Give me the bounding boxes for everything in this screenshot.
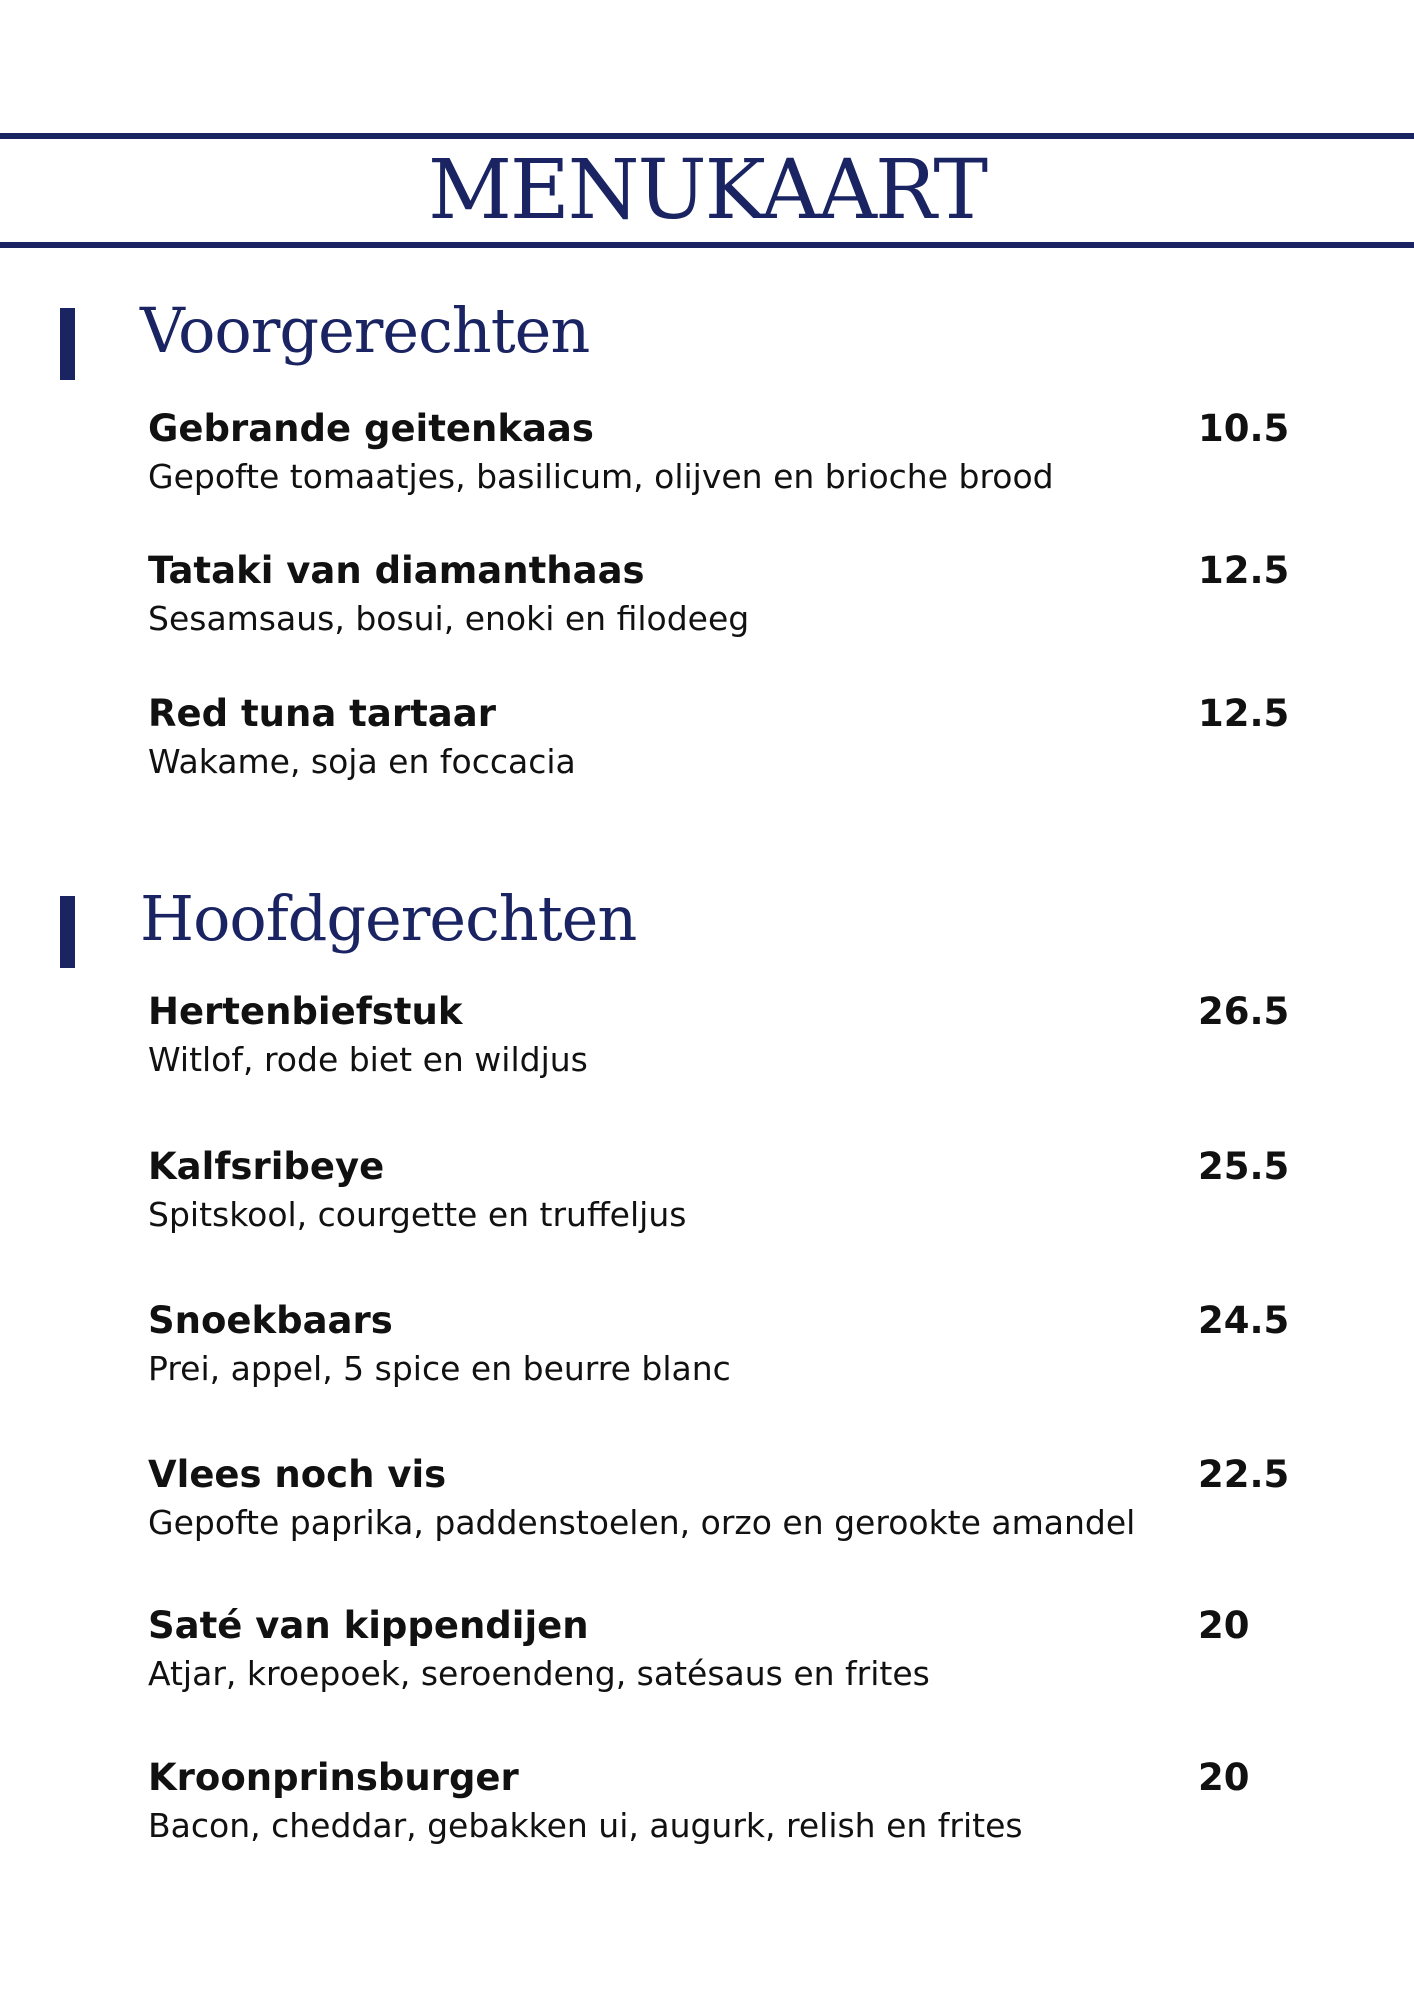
menu-item-price: 10.5 bbox=[1198, 407, 1290, 450]
section-heading-hoofdgerechten: Hoofdgerechten bbox=[140, 882, 637, 955]
section-heading-voorgerechten: Voorgerechten bbox=[140, 294, 590, 367]
section-marker-hoofdgerechten bbox=[60, 896, 75, 968]
menu-item-price: 25.5 bbox=[1198, 1145, 1290, 1188]
menu-item-name: Tataki van diamanthaas bbox=[148, 549, 645, 592]
menu-item-description: Gepofte tomaatjes, basilicum, olijven en brioche brood bbox=[148, 457, 1054, 496]
menu-item-price: 20 bbox=[1198, 1604, 1250, 1647]
menu-item-name: Red tuna tartaar bbox=[148, 692, 496, 735]
menu-item-price: 22.5 bbox=[1198, 1453, 1290, 1496]
menu-title: MENUKAART bbox=[427, 143, 987, 238]
menu-item-name: Saté van kippendijen bbox=[148, 1604, 589, 1647]
menu-item-description: Gepofte paprika, paddenstoelen, orzo en gerookte amandel bbox=[148, 1503, 1136, 1542]
menu-item-description: Wakame, soja en foccacia bbox=[148, 742, 576, 781]
section-marker-voorgerechten bbox=[60, 308, 75, 380]
menu-item-price: 24.5 bbox=[1198, 1299, 1290, 1342]
menu-item-description: Witlof, rode biet en wildjus bbox=[148, 1040, 588, 1079]
menu-item-name: Snoekbaars bbox=[148, 1299, 393, 1342]
menu-item-name: Gebrande geitenkaas bbox=[148, 407, 594, 450]
menu-item-description: Spitskool, courgette en truffeljus bbox=[148, 1195, 687, 1234]
menu-item-name: Kalfsribeye bbox=[148, 1145, 385, 1188]
menu-item-name: Kroonprinsburger bbox=[148, 1756, 519, 1799]
menu-item-price: 26.5 bbox=[1198, 990, 1290, 1033]
menu-item-description: Atjar, kroepoek, seroendeng, satésaus en frites bbox=[148, 1654, 930, 1693]
menu-item-description: Sesamsaus, bosui, enoki en filodeeg bbox=[148, 599, 750, 638]
menu-item-name: Vlees noch vis bbox=[148, 1453, 447, 1496]
header-bottom-rule bbox=[0, 242, 1414, 248]
menu-item-price: 12.5 bbox=[1198, 692, 1290, 735]
menu-item-description: Bacon, cheddar, gebakken ui, augurk, relish en frites bbox=[148, 1806, 1023, 1845]
menu-item-price: 12.5 bbox=[1198, 549, 1290, 592]
menu-item-name: Hertenbiefstuk bbox=[148, 990, 463, 1033]
menu-item-description: Prei, appel, 5 spice en beurre blanc bbox=[148, 1349, 731, 1388]
menu-item-price: 20 bbox=[1198, 1756, 1250, 1799]
